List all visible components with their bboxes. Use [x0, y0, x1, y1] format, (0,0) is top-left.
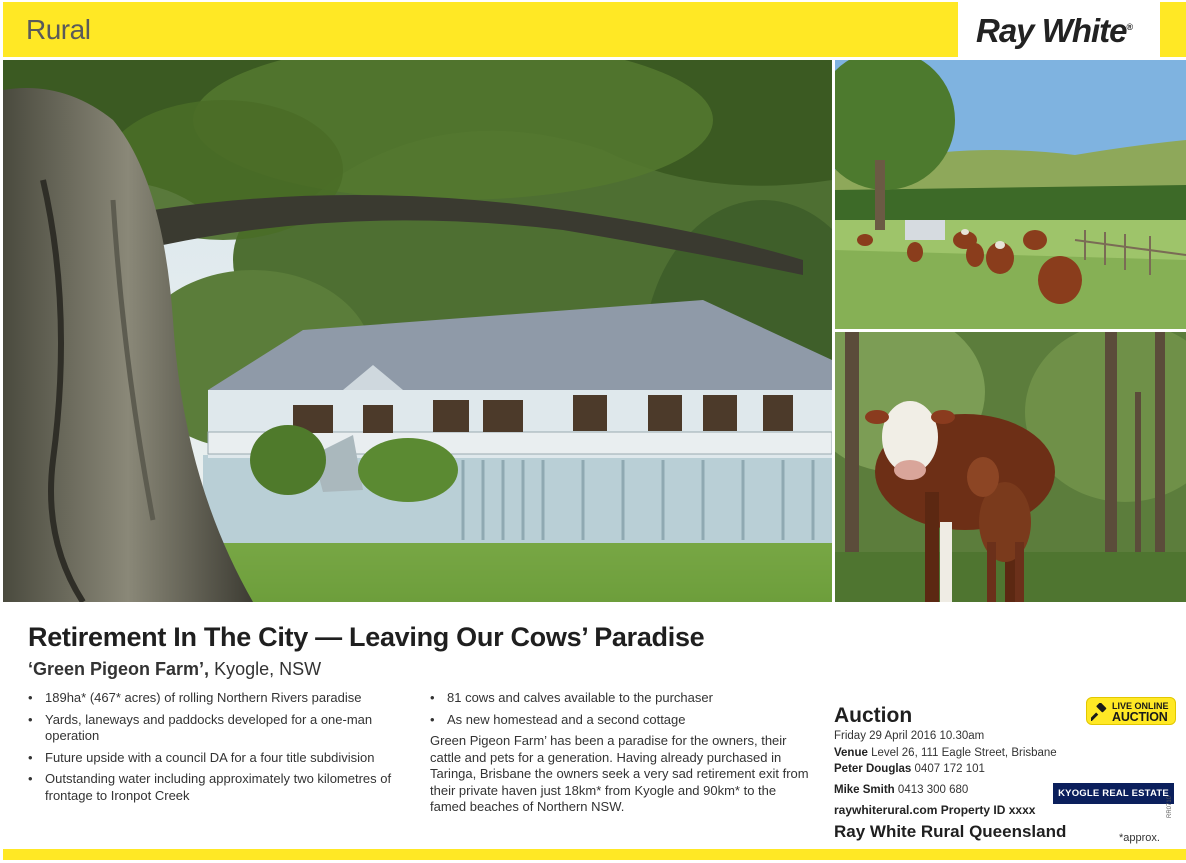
property-location: Kyogle, NSW — [214, 659, 322, 679]
list-item: • As new homestead and a second cottage — [430, 712, 815, 729]
photo-gallery — [3, 60, 1186, 602]
auction-venue — [834, 745, 1179, 762]
header-yellow-end — [1160, 2, 1186, 57]
agent-2-phone[interactable]: 0413 300 680 — [897, 783, 969, 796]
feature-list-right — [430, 690, 815, 728]
property-name: ‘Green Pigeon Farm’, — [28, 659, 210, 679]
features-left-column — [28, 690, 408, 809]
header-yellow-band — [3, 2, 958, 57]
office-badge: KYOGLE REAL ESTATE — [1053, 783, 1174, 804]
list-item: • Outstanding water including approximately two kilometres of frontage to Ironpot Creek — [28, 771, 408, 804]
features-middle-column — [430, 690, 815, 816]
feature-list-left — [28, 690, 408, 804]
header-bar — [0, 0, 1186, 58]
photo-cow-and-calf[interactable] — [835, 332, 1186, 602]
category-label: Rural — [26, 14, 91, 45]
website-link[interactable]: raywhiterural.com Property ID xxxx — [834, 803, 1036, 817]
logo-text: Ray White — [976, 12, 1127, 49]
listing-headline: Retirement In The City — Leaving Our Cows’ Paradise — [28, 622, 705, 652]
list-item: • 81 cows and calves available to the purchaser — [430, 690, 815, 707]
list-item: • Yards, laneways and paddocks developed for a one-man operation — [28, 712, 408, 745]
main-photo-homestead[interactable] — [3, 60, 832, 602]
agent-2-name: Mike Smith — [834, 783, 895, 796]
venue-label: Venue — [834, 746, 868, 759]
document-code: RR0710 — [1167, 795, 1173, 818]
listing-subhead — [28, 659, 321, 680]
registered-mark: ® — [1126, 22, 1133, 32]
approx-note: *approx. — [1119, 832, 1160, 844]
badge-line-1: LIVE ONLINE — [1112, 701, 1169, 711]
agent-1 — [834, 761, 1179, 778]
auction-details — [834, 704, 1179, 842]
agent-1-name: Peter Douglas — [834, 763, 912, 775]
list-item: • Future upside with a council DA for a four title subdivision — [28, 750, 408, 767]
auction-title: Auction — [834, 704, 913, 727]
listing-description: Green Pigeon Farm’ has been a paradise for the owners, their cattle and pets for a generation. Having already purchased in Taringa, Brisbane the owners seek a very sad retirement exit from their private haven just 18km* from Kyogle and 90km* to the famed beaches of Northern NSW. — [430, 733, 809, 814]
footer-yellow-band — [3, 849, 1186, 860]
auction-date: Friday 29 April 2016 10.30am — [834, 730, 985, 742]
venue-address: Level 26, 111 Eagle Street, Brisbane — [871, 746, 1057, 759]
brand-line: Ray White Rural Queensland — [834, 822, 1067, 841]
ray-white-logo[interactable] — [976, 12, 1132, 50]
photo-cattle-herd[interactable] — [835, 60, 1186, 329]
list-item: • 189ha* (467* acres) of rolling Northern Rivers paradise — [28, 690, 408, 707]
badge-line-2: AUCTION — [1112, 710, 1168, 724]
agent-1-phone[interactable]: 0407 172 101 — [914, 763, 985, 775]
